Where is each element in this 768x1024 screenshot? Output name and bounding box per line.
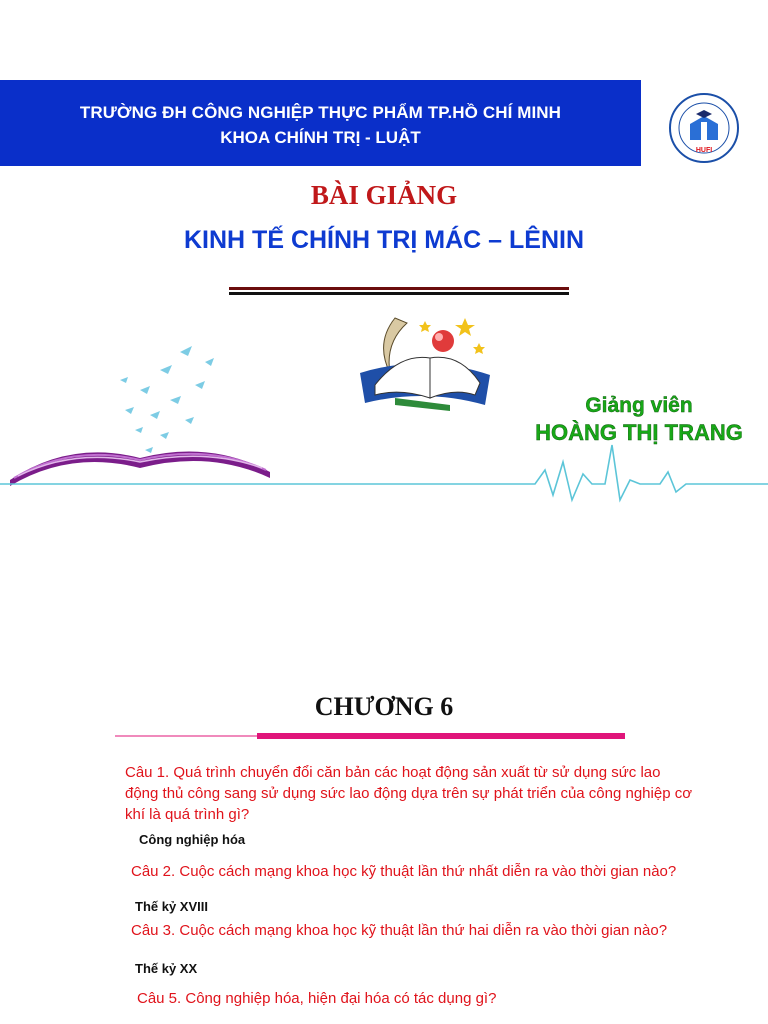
- answer-2: Thế kỷ XVIII: [135, 899, 208, 914]
- university-logo: [668, 92, 740, 164]
- chapter-title: CHƯƠNG 6: [314, 692, 454, 721]
- pulse-line-decoration: [0, 440, 768, 510]
- lecturer-name: HOÀNG THỊ TRANG: [535, 420, 743, 445]
- faculty-name: KHOA CHÍNH TRỊ - LUẬT: [220, 128, 421, 147]
- question-3: Câu 3. Cuộc cách mạng khoa học kỹ thuật lần thứ hai diễn ra vào thời gian nào?: [131, 922, 668, 939]
- subject-title: KINH TẾ CHÍNH TRỊ MÁC – LÊNIN: [184, 226, 584, 254]
- answer-1: Công nghiệp hóa: [139, 832, 246, 847]
- chapter-underline: [115, 733, 625, 739]
- lecture-heading: BÀI GIẢNG: [310, 180, 458, 210]
- logo-text: HUFI: [695, 147, 713, 154]
- title-divider: [229, 287, 569, 295]
- question-5: Câu 5. Công nghiệp hóa, hiện đại hóa có tác dụng gì?: [137, 990, 497, 1007]
- book-globe-clipart: [355, 313, 497, 413]
- question-2: Câu 2. Cuộc cách mạng khoa học kỹ thuật lần thứ nhất diễn ra vào thời gian nào?: [131, 863, 677, 880]
- header-banner: [0, 80, 641, 166]
- university-name: TRƯỜNG ĐH CÔNG NGHIỆP THỰC PHẨM TP.HỒ CHÍ MINH: [79, 103, 562, 122]
- question-1: Câu 1. Quá trình chuyển đổi căn bản các hoạt động sản xuất từ sử dụng sức lao động thủ công sang sử dụng sức lao động dựa trên sự phát triển của công nghiệp cơ khí là quá trình gì?: [125, 764, 693, 823]
- lecturer-label: Giảng viên: [585, 394, 693, 417]
- answer-3: Thế kỷ XX: [135, 961, 198, 976]
